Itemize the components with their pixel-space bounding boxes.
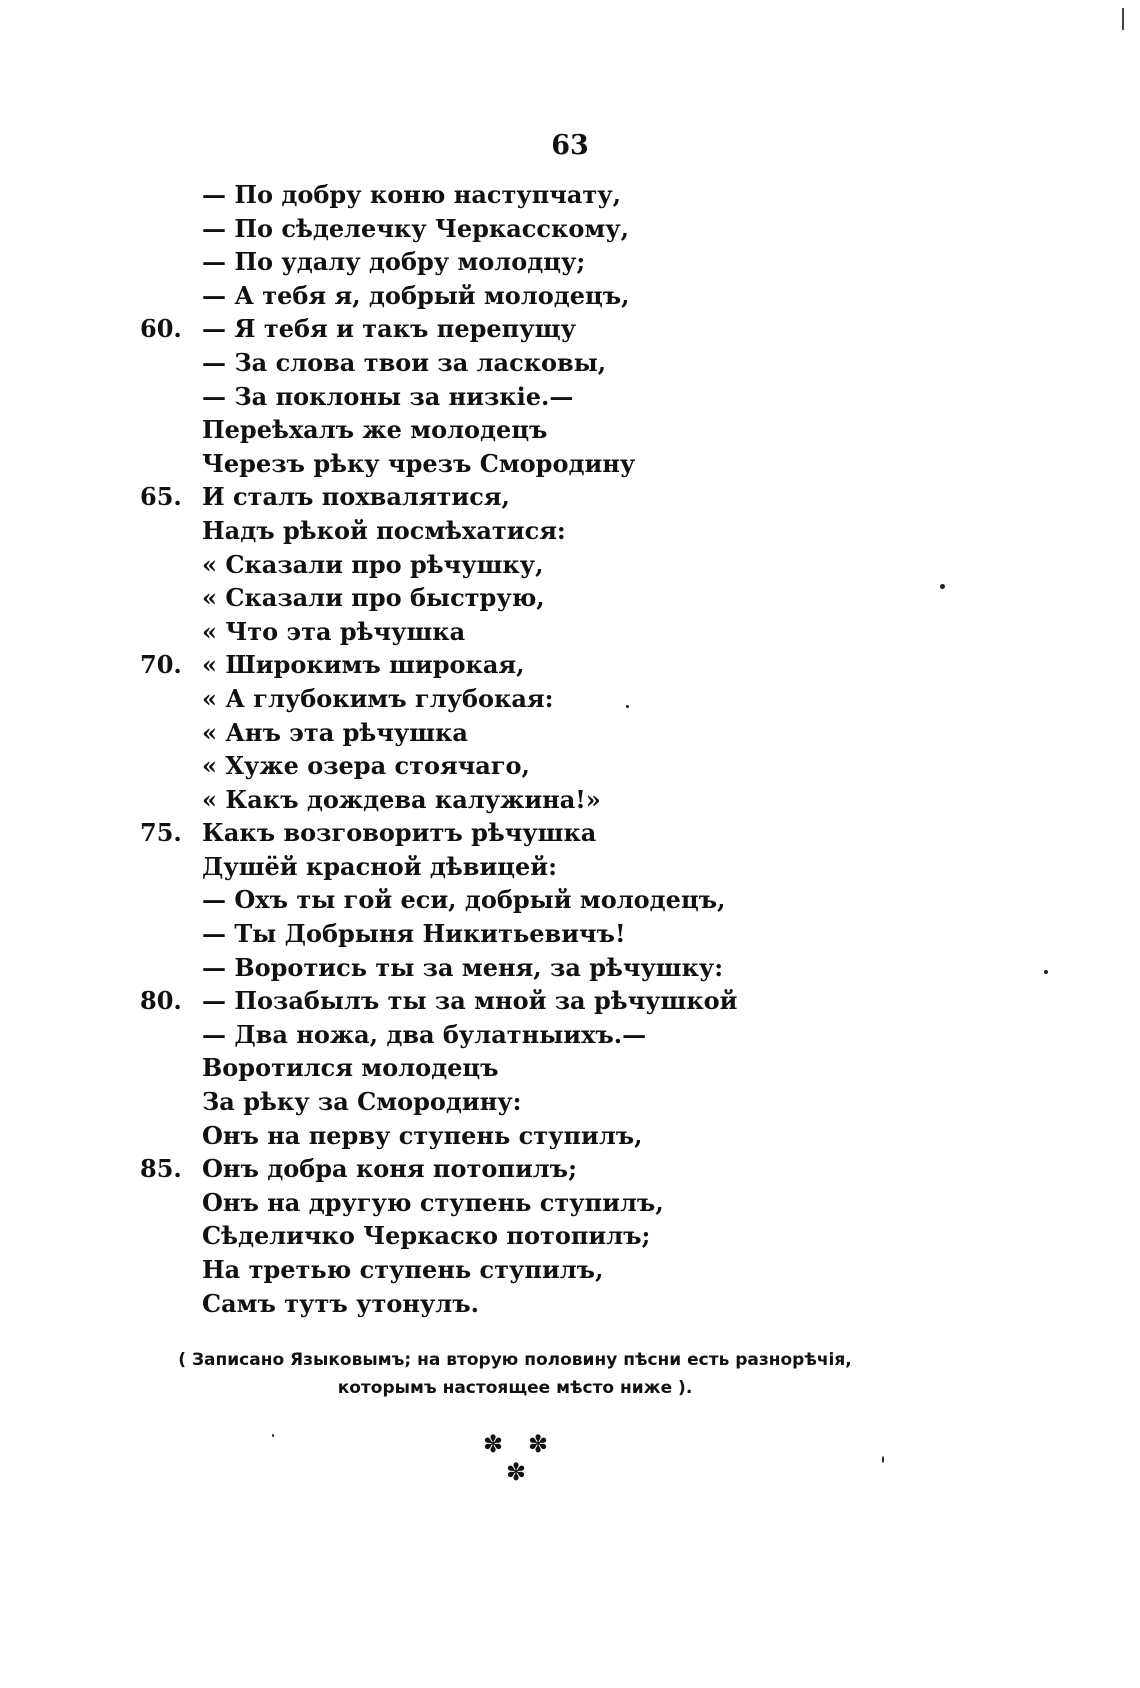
verse-text: — А тебя я, добрый молодецъ, <box>202 280 630 310</box>
asterism-star: ✽ <box>483 1430 504 1458</box>
verse-text: Самъ тутъ утонулъ. <box>202 1288 479 1318</box>
verse-text: За рѣку за Смородину: <box>202 1087 522 1117</box>
verse-text: « Какъ дождева калужина!» <box>202 784 601 814</box>
verse-text: — Ты Добрыня Никитьевичъ! <box>202 919 626 949</box>
verse-text: — По сѣделечку Черкасскому, <box>202 213 629 243</box>
verse-text: Какъ возговоритъ рѣчушка <box>202 818 597 848</box>
verse-text: — По удалу добру молодцу; <box>202 247 586 277</box>
scan-speck <box>940 584 945 589</box>
verse-text: — Позабылъ ты за мной за рѣчушкой <box>202 986 738 1016</box>
scan-speck <box>1044 970 1048 974</box>
scan-speck <box>882 1456 884 1463</box>
verse-text: Сѣделичко Черкаско потопилъ; <box>202 1221 651 1251</box>
verse-text: « Широкимъ широкая, <box>202 650 525 680</box>
verse-text: « Что эта рѣчушка <box>202 616 466 646</box>
verse-text: « Анъ эта рѣчушка <box>202 717 468 747</box>
verse-text: — Воротись ты за меня, за рѣчушку: <box>202 952 724 982</box>
asterism-divider <box>0 1432 1140 1492</box>
line-number: 65. <box>140 482 182 512</box>
scan-edge-mark <box>1122 8 1124 30</box>
line-number: 70. <box>140 650 182 680</box>
verse-text: — Я тебя и такъ перепущу <box>202 314 576 344</box>
line-number: 80. <box>140 986 182 1016</box>
verse-text: — За слова твои за ласковы, <box>202 347 607 377</box>
verse-text: И сталъ похвалятися, <box>202 482 510 512</box>
verse-text: Онъ добра коня потопилъ; <box>202 1154 577 1184</box>
verse-text: — По добру коню наступчату, <box>202 180 622 209</box>
asterism-star: ✽ <box>506 1458 527 1486</box>
verse-text: Переѣхалъ же молодецъ <box>202 415 548 445</box>
verse-text: На третью ступень ступилъ, <box>202 1255 604 1284</box>
line-number: 85. <box>140 1154 182 1184</box>
verse-text: Черезъ рѣку чрезъ Смородину <box>202 448 636 478</box>
scan-speck <box>626 705 629 708</box>
verse-text: « А глубокимъ глубокая: <box>202 683 554 713</box>
verse-text: — Два ножа, два булатныихъ.— <box>202 1019 647 1049</box>
verse-text: « Сказали про быструю, <box>202 583 545 613</box>
verse-text: Надъ рѣкой посмѣхатися: <box>202 515 566 545</box>
asterism-star: ✽ <box>528 1430 549 1458</box>
verse-text: Онъ на перву ступень ступилъ, <box>202 1120 643 1150</box>
editorial-note: ( Записано Языковымъ; на вторую половину пѣсни есть разнорѣчія, которымъ настоящее мѣсто ниже ). <box>178 1350 852 1398</box>
verse-text: Онъ на другую ступень ступилъ, <box>202 1187 664 1217</box>
verse-text: — За поклоны за низкіе.— <box>202 381 574 411</box>
verse-text: « Хуже озера стоячаго, <box>202 751 530 781</box>
line-number: 60. <box>140 314 182 344</box>
line-number: 75. <box>140 818 182 848</box>
scan-speck <box>272 1434 274 1437</box>
verse-text: Воротился молодецъ <box>202 1053 499 1083</box>
verse-text: « Сказали про рѣчушку, <box>202 549 544 579</box>
verse-text: — Охъ ты гой еси, добрый молодецъ, <box>202 885 726 915</box>
page-number: 63 <box>551 130 589 161</box>
verse-text: Душёй красной дѣвицей: <box>202 851 557 881</box>
